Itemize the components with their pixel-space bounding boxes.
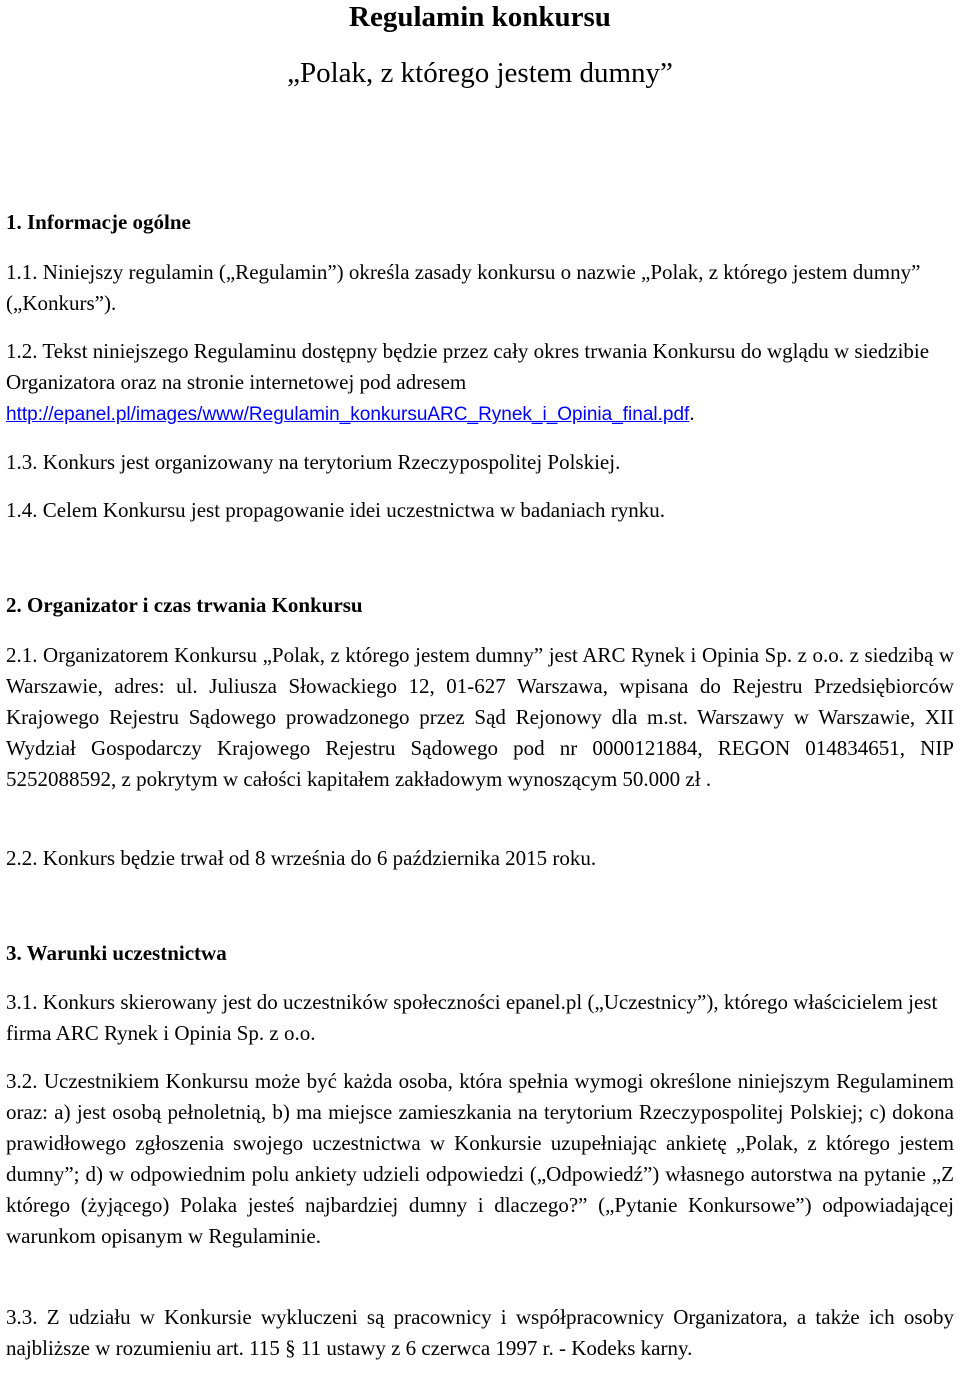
paragraph-3-1: 3.1. Konkurs skierowany jest do uczestników społeczności epanel.pl („Uczestnicy”), którego właścicielem jest firma ARC Rynek i Opinia Sp. z o.o. [6, 990, 938, 1045]
paragraph-2-2: 2.2. Konkurs będzie trwał od 8 września do 6 października 2015 roku. [6, 846, 597, 870]
paragraph-1-4: 1.4. Celem Konkursu jest propagowanie idei uczestnictwa w badaniach rynku. [6, 498, 665, 522]
document-title: Regulamin konkursu [349, 1, 611, 33]
section-1-heading: 1. Informacje ogólne [6, 210, 191, 234]
paragraph-2-1: 2.1. Organizatorem Konkursu „Polak, z którego jestem dumny” jest ARC Rynek i Opinia Sp. z o.o. z siedzibą w Warszawie, adres: ul. Juliusza Słowackiego 12, 01-627 Warszawa, wpisana do Rejestru Przedsiębiorców Krajowego Rejestru Sądowego prowadzonego przez Sąd Rejonowy dla m.st. Warszawy w Warszawie, XII Wydział Gospodarczy Krajowego Rejestru Sądowego pod nr 0000121884, REGON 014834651, NIP 5252088592, z pokrytym w całości kapitałem zakładowym wynoszącym 50.000 zł . [6, 643, 954, 791]
section-2-heading: 2. Organizator i czas trwania Konkursu [6, 593, 363, 617]
paragraph-1-1: 1.1. Niniejszy regulamin („Regulamin”) określa zasady konkursu o nazwie „Polak, z którego jestem dumny” („Konkurs”). [6, 260, 921, 315]
section-3-heading: 3. Warunki uczestnictwa [6, 941, 227, 965]
paragraph-3-3: 3.3. Z udziału w Konkursie wykluczeni są pracownicy i współpracownicy Organizatora, a także ich osoby najbliższe w rozumieniu art. 115 § 11 ustawy z 6 czerwca 1997 r. - Kodeks karny. [6, 1305, 954, 1360]
paragraph-1-2-end: . [689, 401, 695, 425]
paragraph-1-2 [6, 336, 954, 430]
paragraph-1-3: 1.3. Konkurs jest organizowany na terytorium Rzeczypospolitej Polskiej. [6, 450, 621, 474]
document-subtitle: „Polak, z którego jestem dumny” [287, 57, 673, 89]
paragraph-3-2: 3.2. Uczestnikiem Konkursu może być każda osoba, która spełnia wymogi określone niniejszym Regulaminem oraz: a) jest osobą pełnoletnią, b) ma miejsce zamieszkania na terytorium Rzeczypospolitej Polskiej; c) dokona prawidłowego zgłoszenia swojego uczestnictwa w Konkursie uzupełniając ankietę „Polak, z którego jestem dumny”; d) w odpowiednim polu ankiety udzieli odpowiedzi („Odpowiedź”) własnego autorstwa na pytanie „Z którego (żyjącego) Polaka jesteś najbardziej dumny i dlaczego?” („Pytanie Konkursowe”) odpowiadającej warunkom opisanym w Regulaminie. [6, 1069, 954, 1248]
paragraph-1-2-text: 1.2. Tekst niniejszego Regulaminu dostępny będzie przez cały okres trwania Konkursu do wglądu w siedzibie Organizatora oraz na stronie internetowej pod adresem [6, 339, 930, 394]
regulamin-pdf-link[interactable]: http://epanel.pl/images/www/Regulamin_konkursuARC_Rynek_i_Opinia_final.pdf [6, 404, 690, 425]
